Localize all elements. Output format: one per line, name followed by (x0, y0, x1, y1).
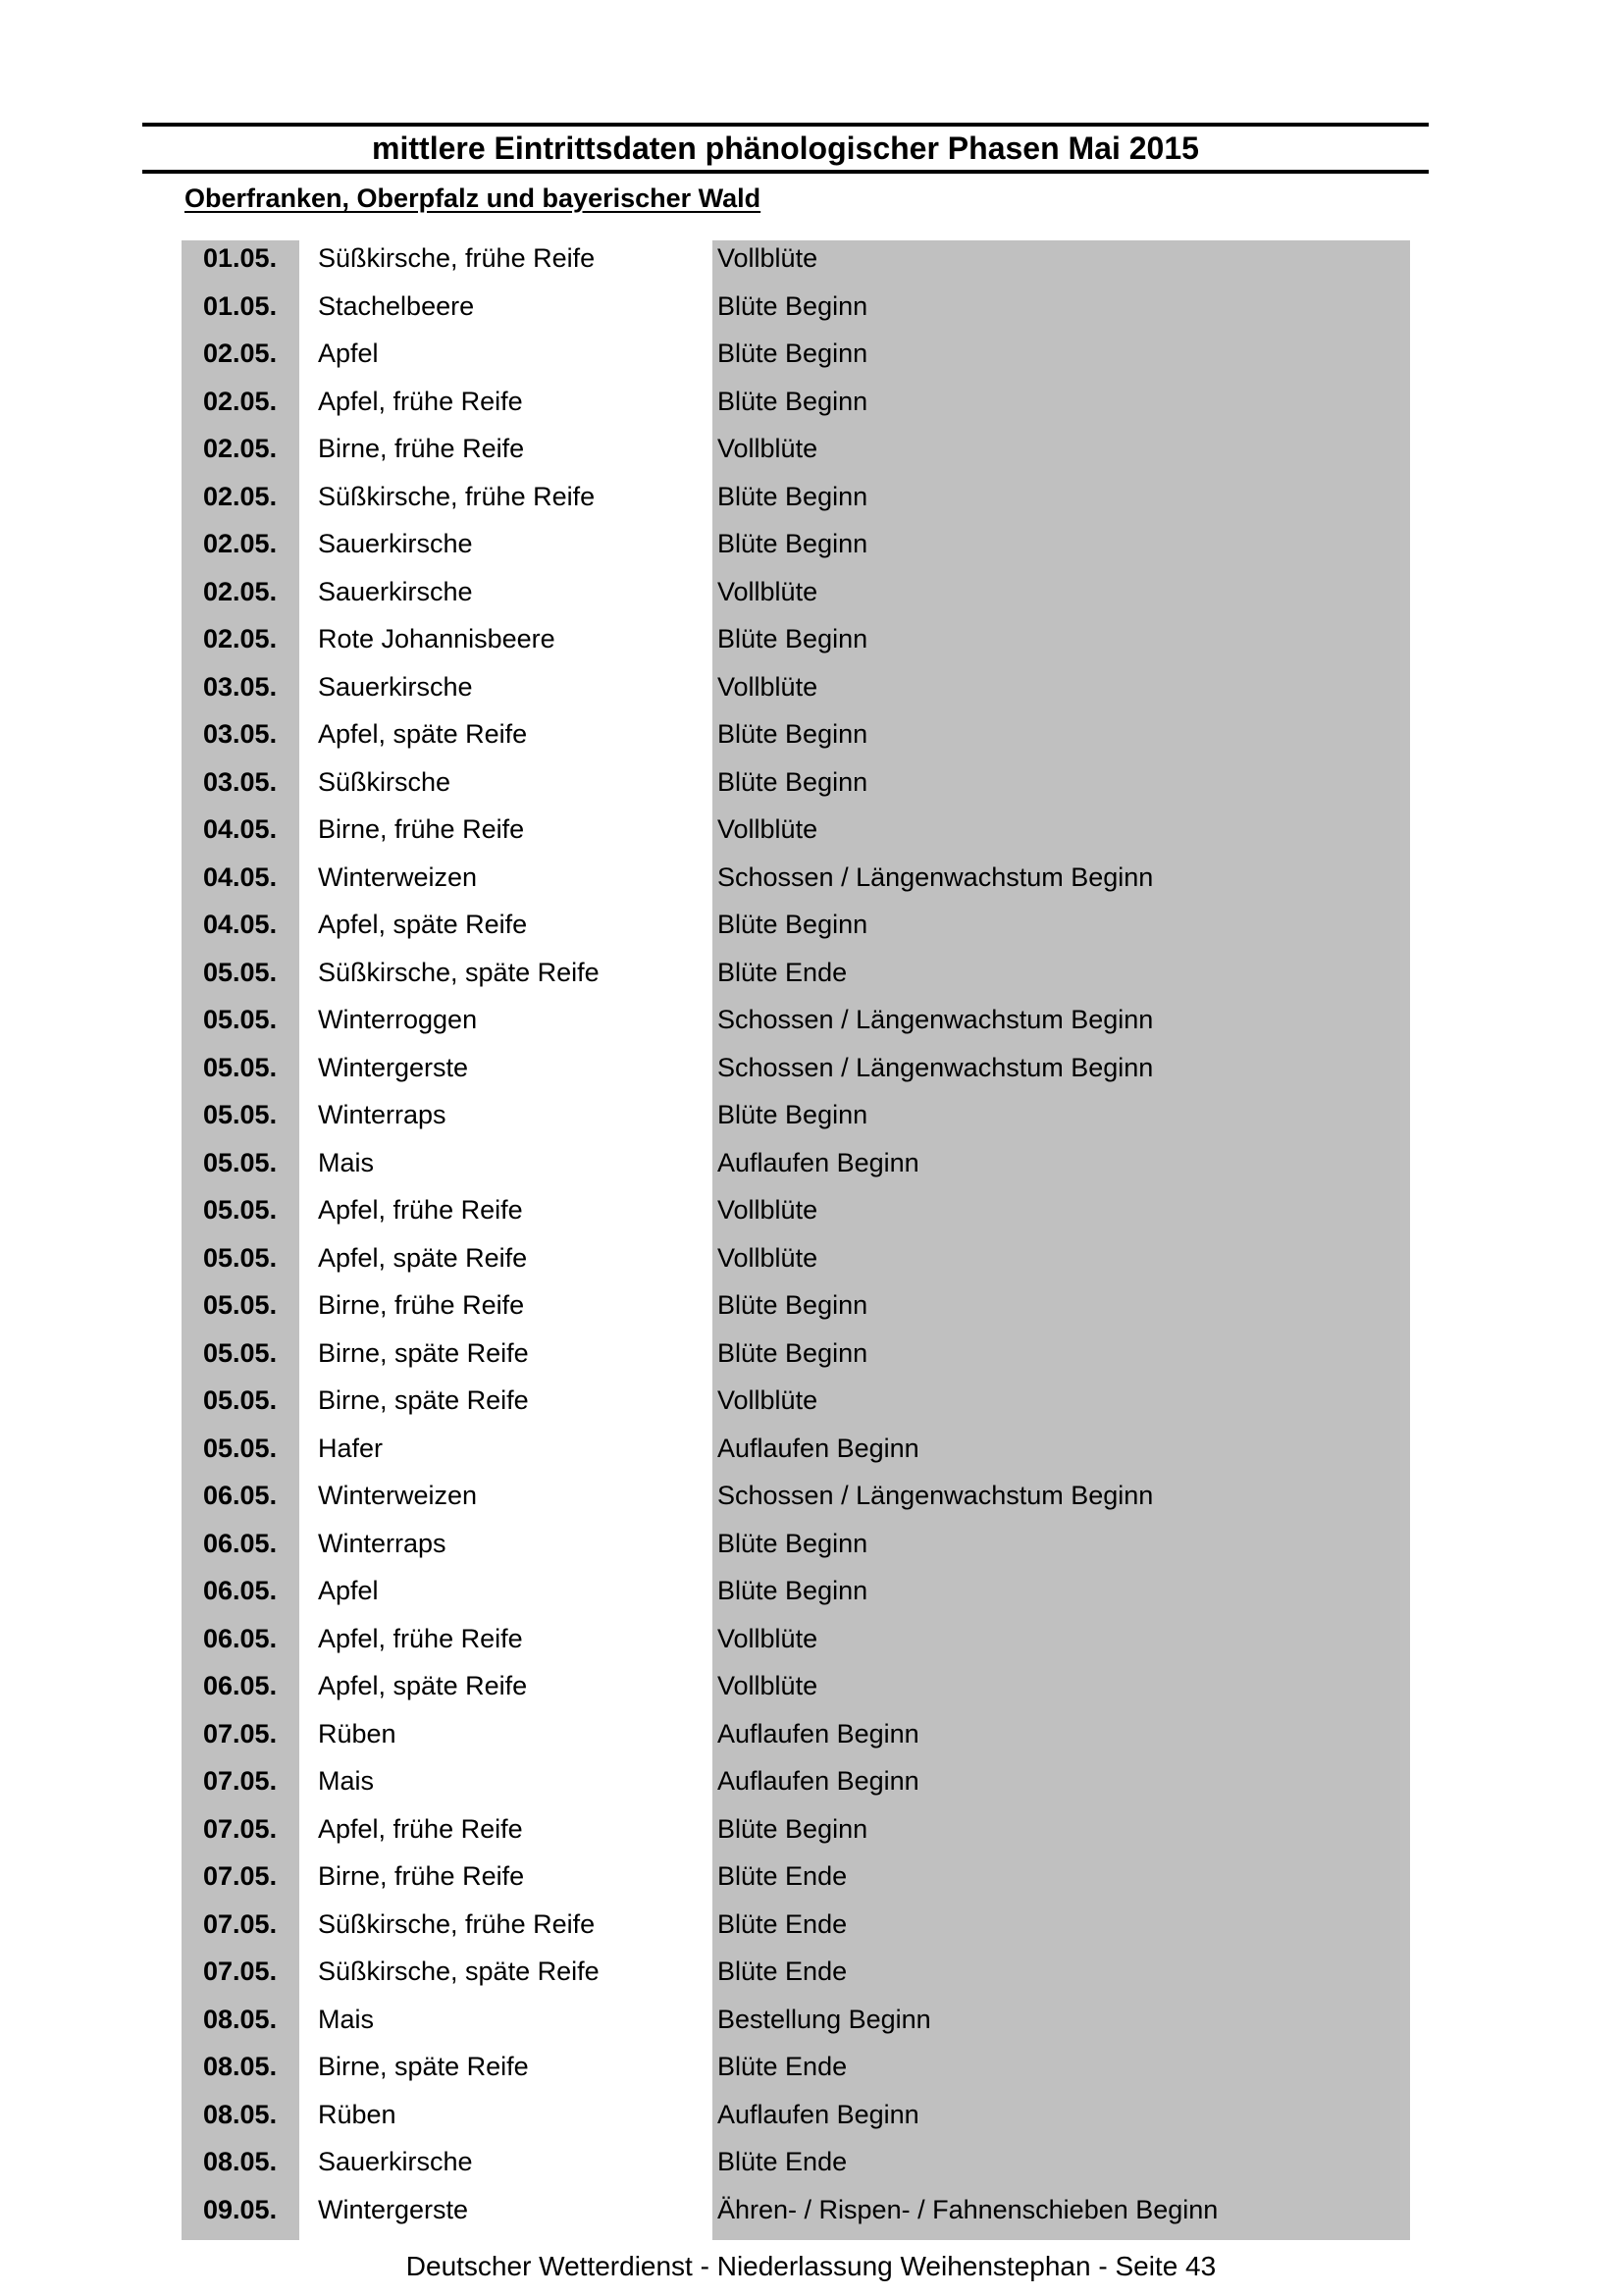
table-row (182, 1621, 1410, 1669)
row-plant: Winterraps (318, 1528, 446, 1558)
row-phase: Blüte Ende (717, 1957, 848, 1986)
table-row (182, 1906, 1410, 1955)
row-plant: Süßkirsche, frühe Reife (318, 481, 596, 511)
row-phase: Bestellung Beginn (717, 2004, 931, 2034)
row-date: 02.05. (203, 624, 278, 653)
row-plant: Apfel, späte Reife (318, 1671, 528, 1700)
row-plant: Sauerkirsche (318, 671, 473, 702)
table-row (182, 1668, 1410, 1716)
row-date: 05.05. (203, 1337, 278, 1368)
row-plant: Birne, frühe Reife (318, 814, 525, 844)
row-plant: Winterraps (318, 1100, 446, 1129)
row-date: 02.05. (203, 529, 278, 558)
row-plant: Stachelbeere (318, 290, 475, 321)
row-date: 05.05. (203, 1242, 278, 1273)
page-footer: Deutscher Wetterdienst - Niederlassung Weihenstephan - Seite 43 (405, 2251, 1217, 2281)
row-phase: Vollblüte (717, 243, 818, 273)
row-phase: Blüte Beginn (717, 339, 868, 368)
row-date: 07.05. (203, 1861, 278, 1891)
row-phase: Vollblüte (717, 1195, 818, 1225)
table-row (182, 1383, 1410, 1431)
row-plant: Mais (318, 1766, 375, 1796)
table-row (182, 860, 1410, 908)
table-rows (182, 240, 1410, 2239)
row-plant: Süßkirsche, späte Reife (318, 1957, 600, 1986)
row-plant: Apfel (318, 339, 379, 368)
table-row (182, 1573, 1410, 1621)
row-plant: Sauerkirsche (318, 576, 473, 606)
table-row (182, 716, 1410, 764)
table-row (182, 1145, 1410, 1193)
row-plant: Rüben (318, 2099, 396, 2129)
row-date: 05.05. (203, 1290, 278, 1320)
table-row (182, 336, 1410, 384)
row-plant: Apfel, späte Reife (318, 719, 528, 749)
table-row (182, 2144, 1410, 2192)
table-row (182, 1097, 1410, 1145)
row-plant: Birne, frühe Reife (318, 434, 525, 463)
row-date: 02.05. (203, 434, 278, 463)
table-row (182, 669, 1410, 717)
row-plant: Birne, späte Reife (318, 2052, 529, 2081)
row-date: 03.05. (203, 671, 278, 702)
table-row (182, 2097, 1410, 2145)
table-row (182, 1002, 1410, 1050)
row-phase: Schossen / Längenwachstum Beginn (717, 1005, 1154, 1034)
table-row (182, 526, 1410, 574)
row-plant: Mais (318, 1147, 375, 1177)
row-plant: Sauerkirsche (318, 529, 473, 558)
table-row (182, 1526, 1410, 1574)
row-phase: Blüte Beginn (717, 910, 868, 939)
row-date: 01.05. (203, 243, 278, 273)
row-date: 04.05. (203, 814, 278, 844)
table-row (182, 1050, 1410, 1098)
row-plant: Winterroggen (318, 1005, 478, 1034)
row-phase: Auflaufen Beginn (717, 1766, 919, 1796)
row-plant: Birne, frühe Reife (318, 1290, 525, 1320)
row-phase: Blüte Beginn (717, 1290, 868, 1320)
table-row (182, 240, 1410, 288)
table-row (182, 1858, 1410, 1906)
table-row (182, 1478, 1410, 1526)
row-plant: Apfel, frühe Reife (318, 1813, 523, 1844)
row-plant: Apfel, späte Reife (318, 1242, 528, 1273)
row-date: 02.05. (203, 481, 278, 511)
row-phase: Blüte Beginn (717, 1337, 868, 1368)
row-plant: Süßkirsche, frühe Reife (318, 1908, 596, 1939)
row-date: 02.05. (203, 339, 278, 368)
row-phase: Blüte Beginn (717, 386, 868, 416)
row-date: 06.05. (203, 1481, 278, 1510)
row-phase: Ähren- / Rispen- / Fahnenschieben Beginn (717, 2194, 1219, 2224)
row-phase: Auflaufen Beginn (717, 2099, 919, 2129)
row-date: 09.05. (203, 2194, 278, 2224)
row-phase: Auflaufen Beginn (717, 1147, 919, 1177)
row-date: 08.05. (203, 2004, 278, 2034)
table-row (182, 384, 1410, 432)
row-plant: Sauerkirsche (318, 2147, 473, 2176)
row-date: 05.05. (203, 1385, 278, 1415)
row-date: 06.05. (203, 1671, 278, 1700)
row-date: 07.05. (203, 1718, 278, 1748)
row-date: 01.05. (203, 290, 278, 321)
row-date: 03.05. (203, 766, 278, 797)
title-top-rule (142, 123, 1429, 127)
row-phase: Blüte Ende (717, 957, 848, 987)
row-phase: Schossen / Längenwachstum Beginn (717, 1481, 1154, 1510)
row-date: 08.05. (203, 2147, 278, 2176)
row-plant: Apfel, frühe Reife (318, 1623, 523, 1653)
row-date: 04.05. (203, 910, 278, 939)
row-date: 07.05. (203, 1908, 278, 1939)
row-plant: Winterweizen (318, 861, 478, 892)
row-date: 05.05. (203, 1052, 278, 1082)
row-plant: Winterweizen (318, 1481, 478, 1510)
table-row (182, 1192, 1410, 1240)
document-title: mittlere Eintrittsdaten phänologischer Phasen Mai 2015 (372, 130, 1199, 166)
row-plant: Wintergerste (318, 1052, 469, 1082)
table-row (182, 907, 1410, 955)
table-row (182, 1954, 1410, 2002)
row-phase: Blüte Beginn (717, 290, 868, 321)
table-row (182, 479, 1410, 527)
row-date: 06.05. (203, 1576, 278, 1605)
row-date: 05.05. (203, 957, 278, 987)
row-phase: Vollblüte (717, 1385, 818, 1415)
row-phase: Schossen / Längenwachstum Beginn (717, 1052, 1154, 1082)
row-plant: Süßkirsche, frühe Reife (318, 243, 596, 273)
row-date: 06.05. (203, 1623, 278, 1653)
row-date: 05.05. (203, 1195, 278, 1225)
row-phase: Vollblüte (717, 576, 818, 606)
row-plant: Apfel, frühe Reife (318, 386, 523, 416)
table-row (182, 1335, 1410, 1383)
table-row (182, 811, 1410, 860)
table-row (182, 621, 1410, 669)
row-date: 05.05. (203, 1100, 278, 1129)
table-row (182, 2192, 1410, 2240)
row-plant: Birne, frühe Reife (318, 1861, 525, 1891)
row-phase: Vollblüte (717, 671, 818, 702)
row-plant: Hafer (318, 1433, 384, 1463)
row-plant: Apfel (318, 1576, 379, 1605)
table-row (182, 764, 1410, 812)
table-row (182, 1763, 1410, 1811)
row-phase: Blüte Ende (717, 1861, 848, 1891)
row-plant: Rüben (318, 1718, 396, 1748)
row-phase: Blüte Beginn (717, 719, 868, 749)
row-plant: Süßkirsche (318, 766, 451, 797)
row-phase: Vollblüte (717, 434, 818, 463)
row-phase: Auflaufen Beginn (717, 1433, 919, 1463)
row-plant: Mais (318, 2004, 375, 2034)
row-phase: Blüte Beginn (717, 1813, 868, 1844)
table-row (182, 1716, 1410, 1764)
row-plant: Rote Johannisbeere (318, 624, 555, 653)
row-phase: Auflaufen Beginn (717, 1718, 919, 1748)
row-plant: Apfel, frühe Reife (318, 1195, 523, 1225)
row-phase: Blüte Beginn (717, 1528, 868, 1558)
table-row (182, 431, 1410, 479)
row-phase: Blüte Beginn (717, 481, 868, 511)
table-row (182, 288, 1410, 337)
row-phase: Blüte Beginn (717, 624, 868, 653)
region-heading: Oberfranken, Oberpfalz und bayerischer Wald (184, 183, 761, 213)
row-phase: Vollblüte (717, 814, 818, 844)
table-row (182, 1811, 1410, 1859)
row-plant: Süßkirsche, späte Reife (318, 957, 600, 987)
row-phase: Vollblüte (717, 1623, 818, 1653)
table-row (182, 574, 1410, 622)
table-row (182, 955, 1410, 1003)
row-phase: Blüte Ende (717, 2147, 848, 2176)
row-date: 05.05. (203, 1433, 278, 1463)
table-row (182, 1240, 1410, 1288)
row-plant: Wintergerste (318, 2194, 469, 2224)
row-phase: Blüte Beginn (717, 1100, 868, 1129)
title-bottom-rule (142, 170, 1429, 174)
row-date: 05.05. (203, 1005, 278, 1034)
row-phase: Blüte Ende (717, 2052, 848, 2081)
row-plant: Birne, späte Reife (318, 1385, 529, 1415)
row-date: 02.05. (203, 576, 278, 606)
table-row (182, 2049, 1410, 2097)
row-phase: Vollblüte (717, 1671, 818, 1700)
row-phase: Vollblüte (717, 1242, 818, 1273)
row-date: 07.05. (203, 1766, 278, 1796)
row-date: 02.05. (203, 386, 278, 416)
table-row (182, 2002, 1410, 2050)
row-phase: Blüte Beginn (717, 1576, 868, 1605)
row-phase: Blüte Beginn (717, 766, 868, 797)
row-phase: Schossen / Längenwachstum Beginn (717, 861, 1154, 892)
row-phase: Blüte Beginn (717, 529, 868, 558)
row-phase: Blüte Ende (717, 1908, 848, 1939)
row-plant: Birne, späte Reife (318, 1337, 529, 1368)
row-date: 03.05. (203, 719, 278, 749)
phenology-table (182, 240, 1410, 2240)
row-date: 04.05. (203, 861, 278, 892)
row-date: 07.05. (203, 1813, 278, 1844)
row-date: 08.05. (203, 2099, 278, 2129)
row-date: 05.05. (203, 1147, 278, 1177)
row-date: 06.05. (203, 1528, 278, 1558)
table-row (182, 1287, 1410, 1335)
table-row (182, 1431, 1410, 1479)
row-date: 07.05. (203, 1957, 278, 1986)
row-date: 08.05. (203, 2052, 278, 2081)
row-plant: Apfel, späte Reife (318, 910, 528, 939)
